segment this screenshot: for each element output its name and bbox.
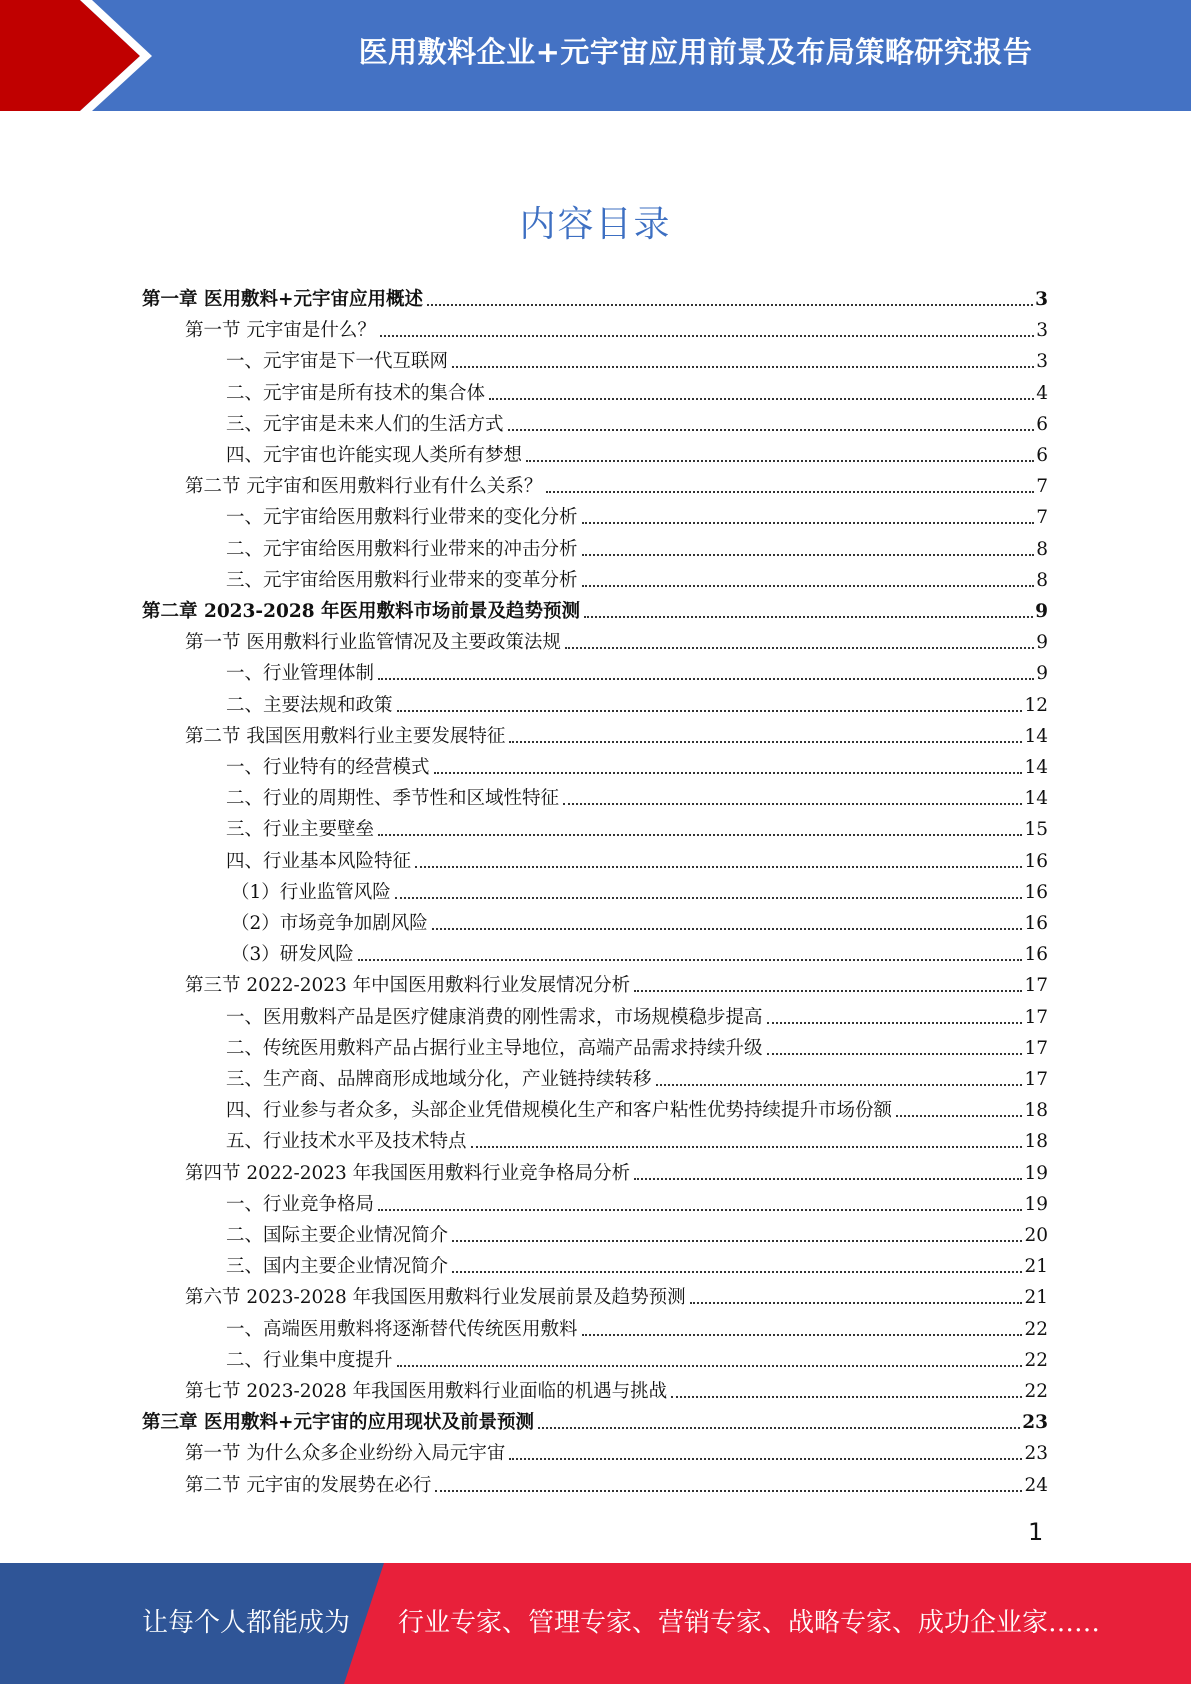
toc-entry-text: 第一章 医用敷料+元宇宙应用概述 [142,289,423,310]
toc-leader-dots [452,1240,1022,1242]
toc-page-number: 9 [1036,632,1048,653]
toc-page-number: 17 [1024,975,1048,996]
toc-subsection-entry[interactable] [226,565,1048,596]
toc-entry-text: 第二节 元宇宙和医用敷料行业有什么关系？ [185,476,543,497]
toc-entry-text: 四、行业参与者众多，头部企业凭借规模化生产和客户粘性优势持续提升市场份额 [226,1100,893,1121]
toc-leader-dots [634,990,1022,992]
toc-entry-text: 三、元宇宙是未来人们的生活方式 [226,414,504,435]
toc-title: 内容目录 [519,204,672,245]
toc-page-number: 17 [1024,1038,1048,1059]
toc-section-entry[interactable] [185,1158,1048,1189]
toc-page-number: 7 [1036,476,1048,497]
toc-section-entry[interactable] [185,1470,1048,1501]
toc-leader-dots [508,429,1035,431]
footer-slogan-left: 让每个人都能成为 [142,1608,351,1638]
toc-entry-text: 第四节 2022-2023 年我国医用敷料行业竞争格局分析 [185,1163,631,1184]
toc-page-number: 19 [1024,1194,1048,1215]
toc-page-number: 14 [1024,757,1048,778]
toc-entry-text: 二、主要法规和政策 [226,695,393,716]
toc-leader-dots [656,1084,1023,1086]
toc-leader-dots [452,1271,1022,1273]
toc-chapter-entry[interactable] [142,596,1048,627]
toc-leader-dots [397,710,1023,712]
toc-section-entry[interactable] [185,627,1048,658]
toc-leader-dots [767,1022,1023,1024]
toc-entry-text: 二、元宇宙是所有技术的集合体 [226,383,486,404]
toc-entry-text: 一、医用敷料产品是医疗健康消费的刚性需求，市场规模稳步提高 [226,1007,763,1028]
toc-subsection-entry[interactable] [226,502,1048,533]
toc-leader-dots [395,897,1023,899]
toc-section-entry[interactable] [185,471,1048,502]
toc-entry-text: 一、元宇宙给医用敷料行业带来的变化分析 [226,507,578,528]
toc-entry-text: 四、行业基本风险特征 [226,851,412,872]
toc-subsection-entry[interactable] [231,939,1048,970]
report-title: 医用敷料企业+元宇宙应用前景及布局策略研究报告 [358,34,1033,69]
toc-page-number: 3 [1036,320,1048,341]
toc-page-number: 24 [1024,1475,1048,1496]
toc-entry-text: 一、行业特有的经营模式 [226,757,430,778]
toc-section-entry[interactable] [185,315,1048,346]
toc-leader-dots [563,803,1022,805]
toc-leader-dots [415,866,1022,868]
toc-subsection-entry[interactable] [226,690,1048,721]
toc-entry-text: 第二节 元宇宙的发展势在必行 [185,1475,432,1496]
toc-leader-dots [378,678,1034,680]
header-band [0,0,1191,111]
toc-leader-dots [584,616,1033,618]
toc-chapter-entry[interactable] [142,1407,1048,1438]
toc-entry-text: 第六节 2023-2028 年我国医用敷料行业发展前景及趋势预测 [185,1287,686,1308]
toc-page-number: 18 [1024,1131,1048,1152]
toc-entry-text: 一、元宇宙是下一代互联网 [226,351,449,372]
toc-leader-dots [582,585,1035,587]
toc-chapter-entry[interactable] [142,284,1048,315]
toc-page-number: 12 [1024,695,1048,716]
toc-page-number: 20 [1024,1225,1048,1246]
toc-page-number: 6 [1036,414,1048,435]
toc-leader-dots [432,928,1023,930]
toc-page-number: 8 [1036,570,1048,591]
footer-slogan-right: 行业专家、管理专家、营销专家、战略专家、成功企业家…… [398,1608,1101,1638]
toc-entry-text: 三、生产商、品牌商形成地域分化，产业链持续转移 [226,1069,652,1090]
toc-page-number: 23 [1022,1412,1048,1433]
toc-leader-dots [896,1115,1022,1117]
toc-page-number: 21 [1024,1256,1048,1277]
toc-leader-dots [767,1053,1023,1055]
toc-subsection-entry[interactable] [226,1095,1048,1126]
toc-subsection-entry[interactable] [226,658,1048,689]
toc-entry-text: 三、国内主要企业情况简介 [226,1256,449,1277]
toc-leader-dots [358,959,1023,961]
toc-entry-text: 二、行业集中度提升 [226,1350,393,1371]
toc-leader-dots [378,1209,1022,1211]
toc-subsection-entry[interactable] [226,440,1048,471]
toc-leader-dots [380,335,1034,337]
toc-subsection-entry[interactable] [226,346,1048,377]
toc-page-number: 18 [1024,1100,1048,1121]
toc-subsection-entry[interactable] [226,814,1048,845]
toc-leader-dots [427,304,1033,306]
toc-leader-dots [582,1334,1023,1336]
toc-entry-text: 第三章 医用敷料+元宇宙的应用现状及前景预测 [142,1412,534,1433]
toc-subsection-entry[interactable] [226,1064,1048,1095]
toc-entry-text: 四、元宇宙也许能实现人类所有梦想 [226,445,523,466]
toc-entry-text: 第二节 我国医用敷料行业主要发展特征 [185,726,506,747]
toc-entry-text: 一、行业竞争格局 [226,1194,375,1215]
toc-subsection-entry[interactable] [226,1126,1048,1157]
toc-page-number: 15 [1024,819,1048,840]
toc-page-number: 16 [1024,851,1048,872]
toc-page-number: 3 [1036,351,1048,372]
toc-page-number: 21 [1024,1287,1048,1308]
toc-page-number: 19 [1024,1163,1048,1184]
toc-page-number: 17 [1024,1069,1048,1090]
toc-leader-dots [582,554,1035,556]
toc-entry-text: 第二章 2023-2028 年医用敷料市场前景及趋势预测 [142,601,581,622]
toc-section-entry[interactable] [185,1376,1048,1407]
toc-subsection-entry[interactable] [226,409,1048,440]
toc-page-number: 16 [1024,913,1048,934]
toc-entry-text: （1）行业监管风险 [231,882,391,903]
toc-leader-dots [435,1490,1022,1492]
toc-page-number: 23 [1024,1443,1048,1464]
toc-entry-text: 三、行业主要壁垒 [226,819,375,840]
toc-entry-text: 第一节 元宇宙是什么？ [185,320,376,341]
toc-page-number: 17 [1024,1007,1048,1028]
toc-page-number: 9 [1035,601,1048,622]
toc-entry-text: 二、国际主要企业情况简介 [226,1225,449,1246]
toc-leader-dots [565,647,1034,649]
toc-leader-dots [526,460,1034,462]
page-number: 1 [1028,1518,1044,1546]
toc-subsection-entry[interactable] [226,846,1048,877]
toc-page-number: 14 [1024,788,1048,809]
toc-page-number: 16 [1024,882,1048,903]
toc-page-number: 9 [1036,663,1048,684]
toc-entry-text: 五、行业技术水平及技术特点 [226,1131,467,1152]
toc-page-number: 8 [1036,539,1048,560]
toc-page-number: 22 [1024,1319,1048,1340]
toc-entry-text: 第三节 2022-2023 年中国医用敷料行业发展情况分析 [185,975,631,996]
toc-leader-dots [378,834,1022,836]
toc-entry-text: （3）研发风险 [231,944,354,965]
toc-page-number: 22 [1024,1381,1048,1402]
toc-subsection-entry[interactable] [226,1220,1048,1251]
toc-page-number: 4 [1036,383,1048,404]
toc-entry-text: 第一节 医用敷料行业监管情况及主要政策法规 [185,632,561,653]
toc-leader-dots [471,1146,1023,1148]
toc-leader-dots [538,1427,1020,1429]
toc-leader-dots [634,1178,1022,1180]
toc-leader-dots [582,522,1035,524]
toc-subsection-entry[interactable] [226,1251,1048,1282]
toc-subsection-entry[interactable] [226,378,1048,409]
toc-leader-dots [509,741,1022,743]
toc-subsection-entry[interactable] [231,908,1048,939]
toc-entry-text: 三、元宇宙给医用敷料行业带来的变革分析 [226,570,578,591]
toc-leader-dots [546,491,1034,493]
toc-subsection-entry[interactable] [226,1345,1048,1376]
toc-leader-dots [671,1396,1022,1398]
toc-entry-text: 第一节 为什么众多企业纷纷入局元宇宙 [185,1443,506,1464]
toc-entry-text: 二、行业的周期性、季节性和区域性特征 [226,788,560,809]
toc-section-entry[interactable] [185,721,1048,752]
toc-subsection-entry[interactable] [226,752,1048,783]
toc-entry-text: 二、元宇宙给医用敷料行业带来的冲击分析 [226,539,578,560]
toc-entry-text: 一、高端医用敷料将逐渐替代传统医用敷料 [226,1319,578,1340]
footer-band [0,1563,1191,1684]
toc-page-number: 3 [1035,289,1048,310]
toc-subsection-entry[interactable] [226,783,1048,814]
toc-subsection-entry[interactable] [226,1189,1048,1220]
toc-subsection-entry[interactable] [226,1314,1048,1345]
toc-entry-text: 二、传统医用敷料产品占据行业主导地位，高端产品需求持续升级 [226,1038,763,1059]
toc-leader-dots [690,1302,1023,1304]
toc-leader-dots [452,366,1034,368]
toc-section-entry[interactable] [185,1282,1048,1313]
toc-leader-dots [509,1458,1022,1460]
toc-leader-dots [397,1365,1023,1367]
toc-subsection-entry[interactable] [226,1033,1048,1064]
toc-page-number: 6 [1036,445,1048,466]
toc-subsection-entry[interactable] [226,1002,1048,1033]
toc-page-number: 22 [1024,1350,1048,1371]
toc-page-number: 16 [1024,944,1048,965]
toc-leader-dots [489,398,1034,400]
toc-leader-dots [434,772,1023,774]
toc-section-entry[interactable] [185,970,1048,1001]
toc-section-entry[interactable] [185,1438,1048,1469]
toc-page-number: 7 [1036,507,1048,528]
toc-subsection-entry[interactable] [231,877,1048,908]
toc-entry-text: 一、行业管理体制 [226,663,375,684]
toc-entry-text: （2）市场竞争加剧风险 [231,913,428,934]
toc-page-number: 14 [1024,726,1048,747]
toc-entry-text: 第七节 2023-2028 年我国医用敷料行业面临的机遇与挑战 [185,1381,668,1402]
toc-subsection-entry[interactable] [226,534,1048,565]
